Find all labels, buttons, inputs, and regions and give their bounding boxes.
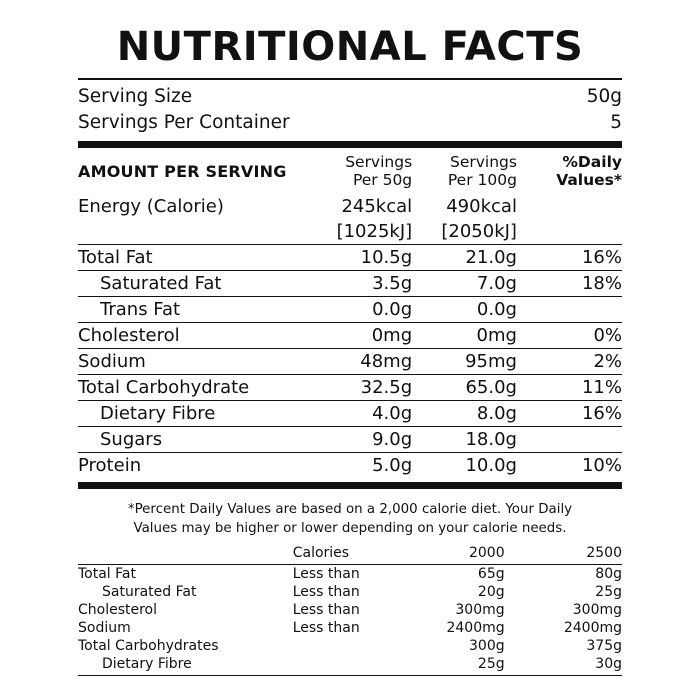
nutrient-per-50g: 10.5g [317,245,426,271]
divider-under-serving [78,141,622,148]
nutrient-per-100g: 10.0g [426,453,535,479]
nutrient-name: Sugars [78,427,317,453]
footnote-line-1: *Percent Daily Values are based on a 2,000 calorie diet. Your Daily [127,502,573,518]
nutrient-daily-value: 11% [535,375,622,401]
servings-per-100g-header [426,152,535,195]
nutrient-row [78,349,622,375]
footnote-line-2: Values may be higher or lower depending on your calorie needs. [133,520,567,536]
nutrient-name: Total Fat [78,245,317,271]
nutrient-daily-value: 16% [535,401,622,427]
nutrient-per-100g: 490kcal [446,196,517,218]
nutrient-daily-value [535,219,622,245]
serving-size-value: 50g [586,86,622,107]
reference-name-header [78,544,285,565]
reference-name: Total Fat [78,564,285,583]
nutrient-row [78,219,622,245]
reference-calories: Less than [285,564,405,583]
servings-per-container-label: Servings Per Container [78,112,290,134]
nutrient-per-100g: [2050kJ] [441,221,517,243]
nutrient-daily-value: 16% [535,245,622,271]
reference-2000: 300mg [455,601,505,618]
reference-2500-header: 2500 [586,544,622,561]
nutrient-per-50g: 0.0g [317,297,426,323]
nutrient-per-100g: 21.0g [426,245,535,271]
nutrient-row [78,401,622,427]
nutrient-per-50g: 9.0g [317,427,426,453]
nutrient-daily-value [535,297,622,323]
reference-2000: 300g [469,637,505,654]
nutrient-row [78,375,622,401]
reference-name: Total Carbohydrates [78,637,219,654]
reference-calories [285,637,405,655]
reference-row [78,583,622,601]
reference-row [78,619,622,637]
reference-2500: 30g [595,655,622,672]
daily-values-header-line1: %Daily [562,152,622,171]
nutrient-per-50g: 5.0g [317,453,426,479]
reference-2500: 2400mg [563,619,622,636]
nutrient-daily-value: 18% [535,271,622,297]
divider-under-title [78,78,622,80]
reference-2500: 80g [519,564,622,583]
nutrient-per-100g: 0mg [426,323,535,349]
nutrient-name: Energy (Calorie) [78,196,224,218]
nutrient-per-50g: [1025kJ] [336,221,413,243]
daily-values-header [535,152,622,195]
daily-value-footnote [78,493,622,543]
reference-2500: 375g [586,637,622,654]
reference-2000: 65g [404,564,518,583]
nutrient-name: Protein [78,453,317,479]
reference-name: Sodium [78,619,131,636]
nutrient-name [78,219,317,245]
daily-values-header-line2: Values* [556,170,622,189]
nutrient-per-100g: 18.0g [426,427,535,453]
nutrient-per-100g: 65.0g [426,375,535,401]
servings-per-container-value: 5 [610,112,622,134]
servings-per-100g-header-line2: Per 100g [447,170,517,189]
reference-name: Saturated Fat [102,583,197,600]
nutrient-table [78,152,622,479]
reference-calories: Less than [292,601,360,618]
reference-table-header [78,544,622,565]
reference-table [78,544,622,673]
reference-rows [78,564,622,673]
nutrient-per-50g: 32.5g [317,375,426,401]
nutrient-per-100g: 0.0g [426,297,535,323]
servings-per-50g-header-line1: Servings [345,152,413,171]
nutrient-daily-value [535,427,622,453]
nutrient-name: Cholesterol [78,323,317,349]
reference-row [78,601,622,619]
reference-calories: Less than [292,619,360,636]
nutrient-row [78,271,622,297]
servings-per-container-row [78,110,622,136]
nutrient-name: Dietary Fibre [78,401,317,427]
nutrient-name: Trans Fat [78,297,317,323]
nutrient-name: Saturated Fat [78,271,317,297]
nutrient-per-50g: 245kcal [341,196,413,218]
reference-2000: 20g [477,583,505,600]
nutrient-per-100g: 7.0g [426,271,535,297]
reference-calories-header: Calories [292,544,350,561]
servings-per-50g-header [317,152,426,195]
nutrient-per-100g: 95mg [426,349,535,375]
divider-under-nutrients [78,482,622,489]
nutrient-row [78,427,622,453]
page-title: NUTRITIONAL FACTS [116,24,584,70]
amount-per-serving-header: AMOUNT PER SERVING [78,161,287,181]
nutrient-daily-value: 10% [535,453,622,479]
reference-2500: 25g [595,583,622,600]
nutrient-per-50g: 48mg [317,349,426,375]
reference-calories [285,655,405,673]
reference-2000: 25g [477,655,505,672]
reference-calories: Less than [292,583,360,600]
nutrient-per-50g: 3.5g [317,271,426,297]
servings-per-100g-header-line1: Servings [449,152,517,171]
reference-row [78,655,622,673]
nutrient-row [78,245,622,271]
reference-2000: 2400mg [446,619,505,636]
serving-size-label: Serving Size [78,86,193,107]
nutrient-per-50g: 4.0g [317,401,426,427]
nutrient-row [78,453,622,479]
nutrient-per-100g: 8.0g [426,401,535,427]
nutrient-table-header [78,152,622,195]
reference-name: Dietary Fibre [102,655,192,672]
nutrient-daily-value: 0% [535,323,622,349]
reference-name: Cholesterol [78,601,158,618]
reference-row [78,637,622,655]
nutrient-row [78,323,622,349]
reference-2500: 300mg [572,601,622,618]
reference-row [78,564,622,583]
servings-per-50g-header-line2: Per 50g [352,170,413,189]
serving-size-row [78,84,622,110]
nutrient-row [78,297,622,323]
nutrient-daily-value [535,194,622,219]
nutrient-name: Total Carbohydrate [78,375,317,401]
reference-2000-header: 2000 [468,544,505,561]
nutrient-rows [78,194,622,478]
nutrient-name: Sodium [78,349,317,375]
nutrient-row [78,194,622,219]
nutrient-per-50g: 0mg [317,323,426,349]
divider-bottom [78,675,622,676]
nutrient-daily-value: 2% [535,349,622,375]
